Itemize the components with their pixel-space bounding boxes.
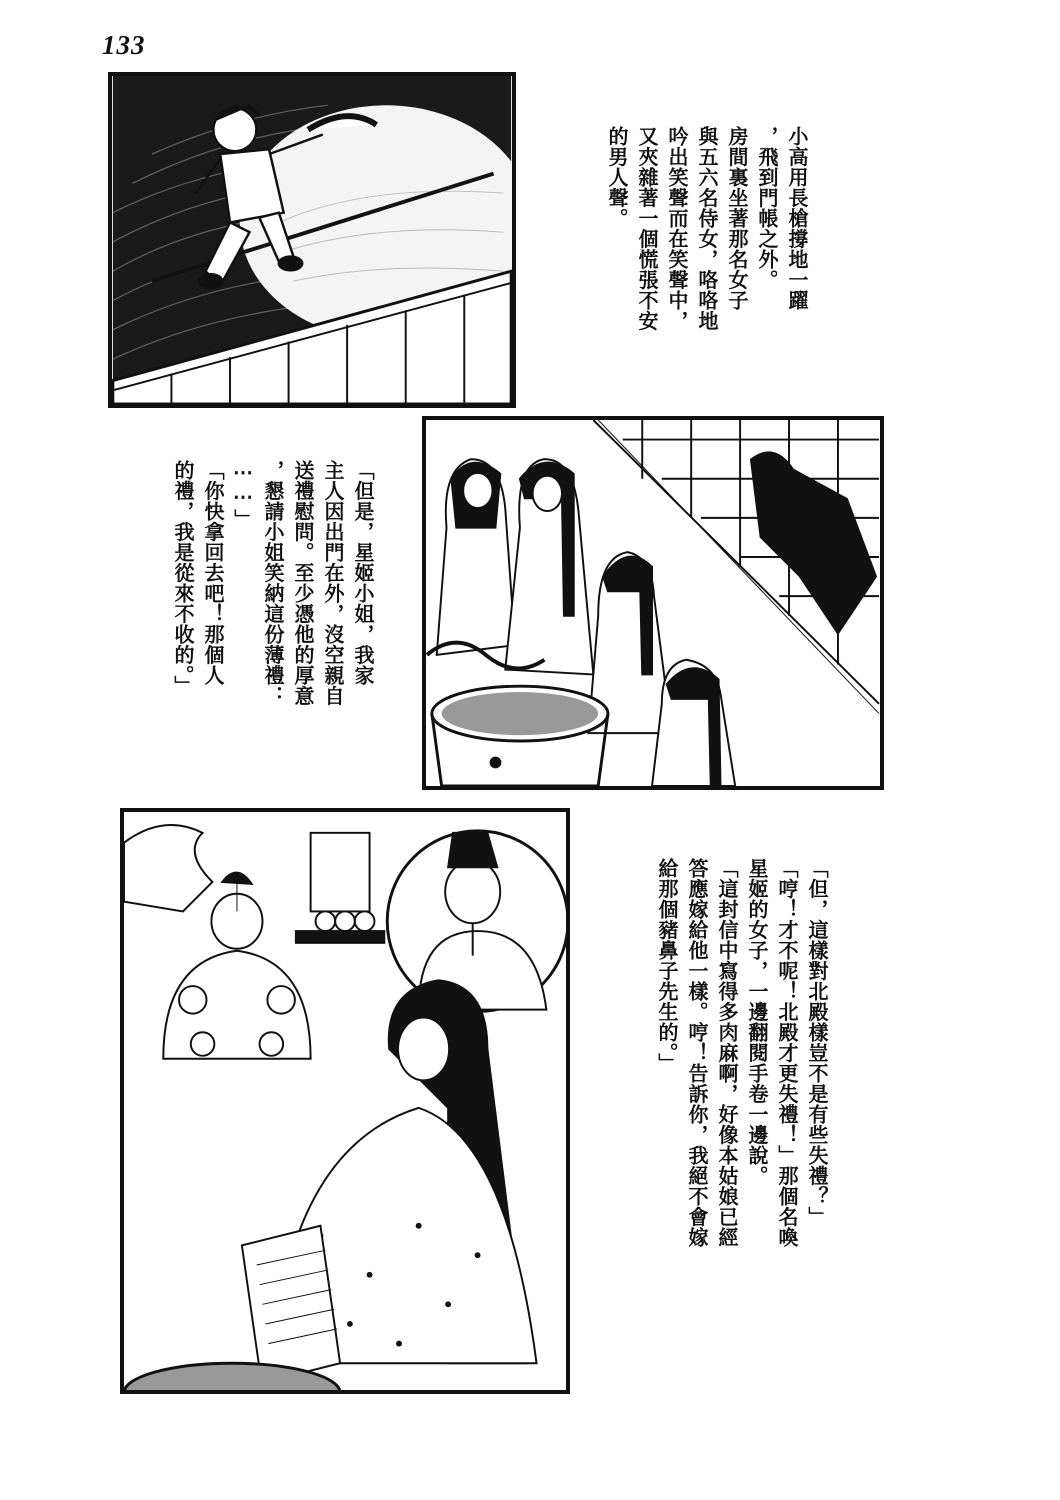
caption-bottom-line: 答應嫁給他一樣。哼！告訴你，我絕不會嫁 (685, 858, 709, 1248)
panel-bottom (120, 808, 570, 1394)
caption-middle-line: ，懇請小姐笑納這份薄禮： (261, 460, 285, 706)
caption-top-line: 又夾雜著一個慌張不安 (635, 126, 659, 331)
caption-middle-line: 主人因出門在外，沒空親自 (321, 460, 345, 706)
caption-middle-line: 「你快拿回去吧！那個人 (201, 460, 225, 686)
panel-bottom-illustration (124, 812, 566, 1390)
caption-middle-line: 「但是，星姬小姐，我家 (351, 460, 375, 686)
panel-middle (422, 416, 884, 790)
caption-top-line: 小高用長槍撐地一躍 (785, 126, 809, 311)
panel-top (108, 72, 516, 408)
caption-bottom-line: 「哼！才不呢！北殿才更失禮！」那個名喚 (775, 858, 799, 1248)
caption-middle (170, 460, 374, 750)
panel-middle-illustration (426, 420, 880, 786)
page-number: 133 (102, 30, 146, 60)
panel-top-illustration (112, 76, 512, 404)
caption-middle-line: 送禮慰問。至少憑他的厚意 (291, 460, 315, 706)
caption-middle-line: ⋯⋯」 (231, 460, 255, 530)
caption-bottom-line: 星姬的女子，一邊翻閱手卷一邊說。 (745, 858, 769, 1186)
caption-top-line: 的男人聲。 (605, 126, 629, 229)
caption-top-line: 吟出笑聲而在笑聲中， (665, 126, 689, 331)
caption-top-line: 房間裏坐著那名女子 (725, 126, 749, 311)
caption-top (605, 126, 809, 366)
caption-bottom-line: 給那個豬鼻子先生的。」 (655, 858, 679, 1074)
caption-middle-line: 的禮，我是從來不收的。」 (171, 460, 195, 696)
caption-bottom-line: 「但，這樣對北殿樣豈不是有些失禮？」 (805, 858, 829, 1227)
caption-top-line: 與五六名侍女，咯咯地 (695, 126, 719, 331)
caption-top-line: ，飛到門帳之外。 (755, 126, 779, 290)
caption-bottom (655, 858, 829, 1298)
caption-bottom-line: 「這封信中寫得多肉麻啊，好像本姑娘已經 (715, 858, 739, 1248)
